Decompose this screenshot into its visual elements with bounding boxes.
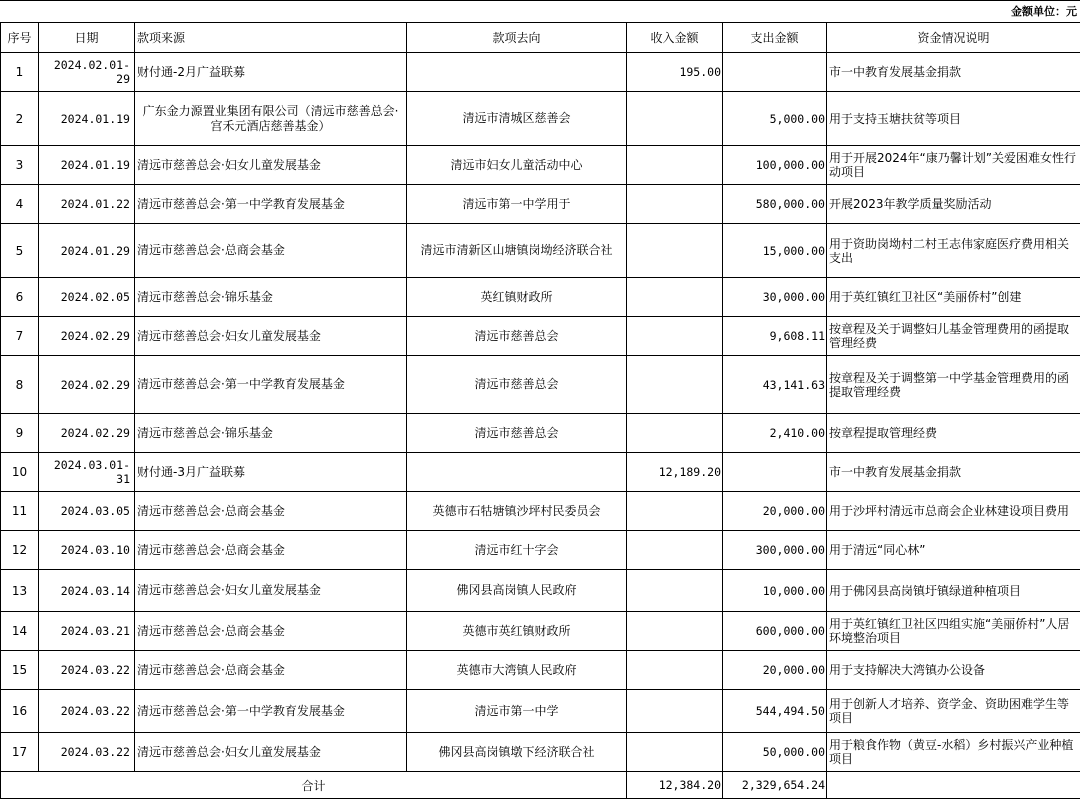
cell-source: 清远市慈善总会·总商会基金 [135,492,407,531]
cell-expense: 20,000.00 [723,651,827,690]
cell-source: 财付通-2月广益联募 [135,53,407,92]
cell-destination: 清远市第一中学用于 [407,185,627,224]
cell-description: 用于英红镇红卫社区四组实施“美丽侨村”人居环境整治项目 [827,612,1080,651]
cell-destination: 英德市石牯塘镇沙坪村民委员会 [407,492,627,531]
cell-expense: 544,494.50 [723,690,827,733]
cell-description: 用于创新人才培养、资学金、资助困难学生等项目 [827,690,1080,733]
cell-expense: 15,000.00 [723,224,827,278]
table-row [1,224,1080,278]
cell-description: 用于清远“同心林” [827,531,1080,570]
cell-source: 清远市慈善总会·总商会基金 [135,224,407,278]
cell-date: 2024.02.29 [39,414,135,453]
cell-date: 2024.03.01-31 [39,453,135,492]
table-row [1,570,1080,612]
cell-seq: 15 [1,651,39,690]
cell-seq: 16 [1,690,39,733]
cell-date: 2024.02.29 [39,317,135,356]
cell-seq: 1 [1,53,39,92]
cell-seq: 17 [1,733,39,772]
cell-source: 清远市慈善总会·总商会基金 [135,651,407,690]
header-date: 日期 [39,23,135,53]
cell-expense [723,53,827,92]
cell-income [627,92,723,146]
cell-income [627,317,723,356]
cell-destination: 英红镇财政所 [407,278,627,317]
cell-description: 用于沙坪村清远市总商会企业林建设项目费用 [827,492,1080,531]
cell-destination: 清远市慈善总会 [407,356,627,414]
cell-source: 清远市慈善总会·妇女儿童发展基金 [135,317,407,356]
cell-seq: 2 [1,92,39,146]
cell-expense: 20,000.00 [723,492,827,531]
cell-date: 2024.03.10 [39,531,135,570]
cell-date: 2024.02.05 [39,278,135,317]
cell-destination: 清远市慈善总会 [407,317,627,356]
cell-description: 按章程提取管理经费 [827,414,1080,453]
cell-date: 2024.01.29 [39,224,135,278]
total-income: 12,384.20 [627,772,723,799]
cell-income [627,356,723,414]
cell-destination: 英德市大湾镇人民政府 [407,651,627,690]
cell-source: 清远市慈善总会·第一中学教育发展基金 [135,185,407,224]
cell-income [627,733,723,772]
cell-destination: 佛冈县高岗镇墩下经济联合社 [407,733,627,772]
table-row [1,453,1080,492]
cell-date: 2024.03.22 [39,651,135,690]
cell-seq: 9 [1,414,39,453]
cell-description: 市一中教育发展基金捐款 [827,453,1080,492]
cell-date: 2024.03.22 [39,733,135,772]
cell-destination [407,53,627,92]
table-row [1,612,1080,651]
table-row [1,414,1080,453]
cell-date: 2024.03.14 [39,570,135,612]
table-row [1,317,1080,356]
table-row [1,185,1080,224]
cell-expense: 2,410.00 [723,414,827,453]
total-expense: 2,329,654.24 [723,772,827,799]
header-income: 收入金额 [627,23,723,53]
cell-source: 清远市慈善总会·妇女儿童发展基金 [135,146,407,185]
cell-source: 清远市慈善总会·锦乐基金 [135,278,407,317]
cell-destination [407,453,627,492]
total-label: 合计 [1,772,627,799]
table-row [1,651,1080,690]
cell-expense: 30,000.00 [723,278,827,317]
cell-expense: 600,000.00 [723,612,827,651]
cell-description: 用于佛冈县高岗镇圩镇绿道种植项目 [827,570,1080,612]
cell-description: 用于开展2024年“康乃馨计划”关爱困难女性行动项目 [827,146,1080,185]
cell-description: 用于支持解决大湾镇办公设备 [827,651,1080,690]
table-row [1,733,1080,772]
cell-date: 2024.01.19 [39,146,135,185]
cell-expense: 5,000.00 [723,92,827,146]
cell-expense: 43,141.63 [723,356,827,414]
fund-flow-table [0,22,1080,799]
cell-date: 2024.01.19 [39,92,135,146]
cell-expense: 10,000.00 [723,570,827,612]
cell-income [627,146,723,185]
table-row [1,278,1080,317]
cell-date: 2024.03.21 [39,612,135,651]
cell-date: 2024.03.05 [39,492,135,531]
cell-income [627,531,723,570]
cell-income [627,492,723,531]
cell-income [627,570,723,612]
total-row [1,772,1080,799]
cell-destination: 清远市清城区慈善会 [407,92,627,146]
cell-date: 2024.02.01-29 [39,53,135,92]
cell-source: 清远市慈善总会·第一中学教育发展基金 [135,356,407,414]
cell-destination: 清远市妇女儿童活动中心 [407,146,627,185]
header-source: 款项来源 [135,23,407,53]
cell-description: 市一中教育发展基金捐款 [827,53,1080,92]
cell-expense: 580,000.00 [723,185,827,224]
cell-description: 用于粮食作物（黄豆-水稻）乡村振兴产业种植项目 [827,733,1080,772]
table-row [1,92,1080,146]
cell-source: 广东金力源置业集团有限公司（清远市慈善总会·宫禾元酒店慈善基金） [135,92,407,146]
header-destination: 款项去向 [407,23,627,53]
cell-destination: 清远市红十字会 [407,531,627,570]
cell-description: 用于资助岗坳村二村王志伟家庭医疗费用相关支出 [827,224,1080,278]
cell-income [627,224,723,278]
table-row [1,146,1080,185]
table-row [1,53,1080,92]
header-description: 资金情况说明 [827,23,1080,53]
cell-income [627,278,723,317]
cell-seq: 6 [1,278,39,317]
cell-seq: 13 [1,570,39,612]
table-row [1,690,1080,733]
cell-expense: 300,000.00 [723,531,827,570]
cell-expense [723,453,827,492]
cell-seq: 7 [1,317,39,356]
cell-source: 清远市慈善总会·妇女儿童发展基金 [135,733,407,772]
header-seq: 序号 [1,23,39,53]
cell-date: 2024.02.29 [39,356,135,414]
cell-income [627,185,723,224]
cell-income [627,690,723,733]
cell-source: 清远市慈善总会·总商会基金 [135,612,407,651]
cell-destination: 清远市第一中学 [407,690,627,733]
cell-seq: 5 [1,224,39,278]
cell-description: 用于支持玉塘扶贫等项目 [827,92,1080,146]
cell-expense: 50,000.00 [723,733,827,772]
header-expense: 支出金额 [723,23,827,53]
cell-expense: 9,608.11 [723,317,827,356]
cell-seq: 12 [1,531,39,570]
cell-source: 清远市慈善总会·锦乐基金 [135,414,407,453]
cell-description: 开展2023年教学质量奖励活动 [827,185,1080,224]
amount-unit-label: 金额单位：元 [0,0,1080,22]
cell-seq: 14 [1,612,39,651]
cell-seq: 4 [1,185,39,224]
cell-source: 财付通-3月广益联募 [135,453,407,492]
cell-destination: 清远市清新区山塘镇岗坳经济联合社 [407,224,627,278]
cell-seq: 8 [1,356,39,414]
cell-seq: 11 [1,492,39,531]
cell-description: 按章程及关于调整第一中学基金管理费用的函提取管理经费 [827,356,1080,414]
cell-description: 用于英红镇红卫社区“美丽侨村”创建 [827,278,1080,317]
cell-source: 清远市慈善总会·总商会基金 [135,531,407,570]
cell-date: 2024.03.22 [39,690,135,733]
total-description [827,772,1080,799]
cell-destination: 佛冈县高岗镇人民政府 [407,570,627,612]
cell-income [627,612,723,651]
cell-income: 12,189.20 [627,453,723,492]
cell-destination: 清远市慈善总会 [407,414,627,453]
cell-date: 2024.01.22 [39,185,135,224]
cell-description: 按章程及关于调整妇儿基金管理费用的函提取管理经费 [827,317,1080,356]
table-row [1,356,1080,414]
cell-source: 清远市慈善总会·第一中学教育发展基金 [135,690,407,733]
cell-income [627,651,723,690]
cell-source: 清远市慈善总会·妇女儿童发展基金 [135,570,407,612]
cell-destination: 英德市英红镇财政所 [407,612,627,651]
cell-seq: 3 [1,146,39,185]
table-row [1,531,1080,570]
cell-seq: 10 [1,453,39,492]
cell-income: 195.00 [627,53,723,92]
cell-expense: 100,000.00 [723,146,827,185]
cell-income [627,414,723,453]
table-header-row [1,23,1080,53]
table-row [1,492,1080,531]
